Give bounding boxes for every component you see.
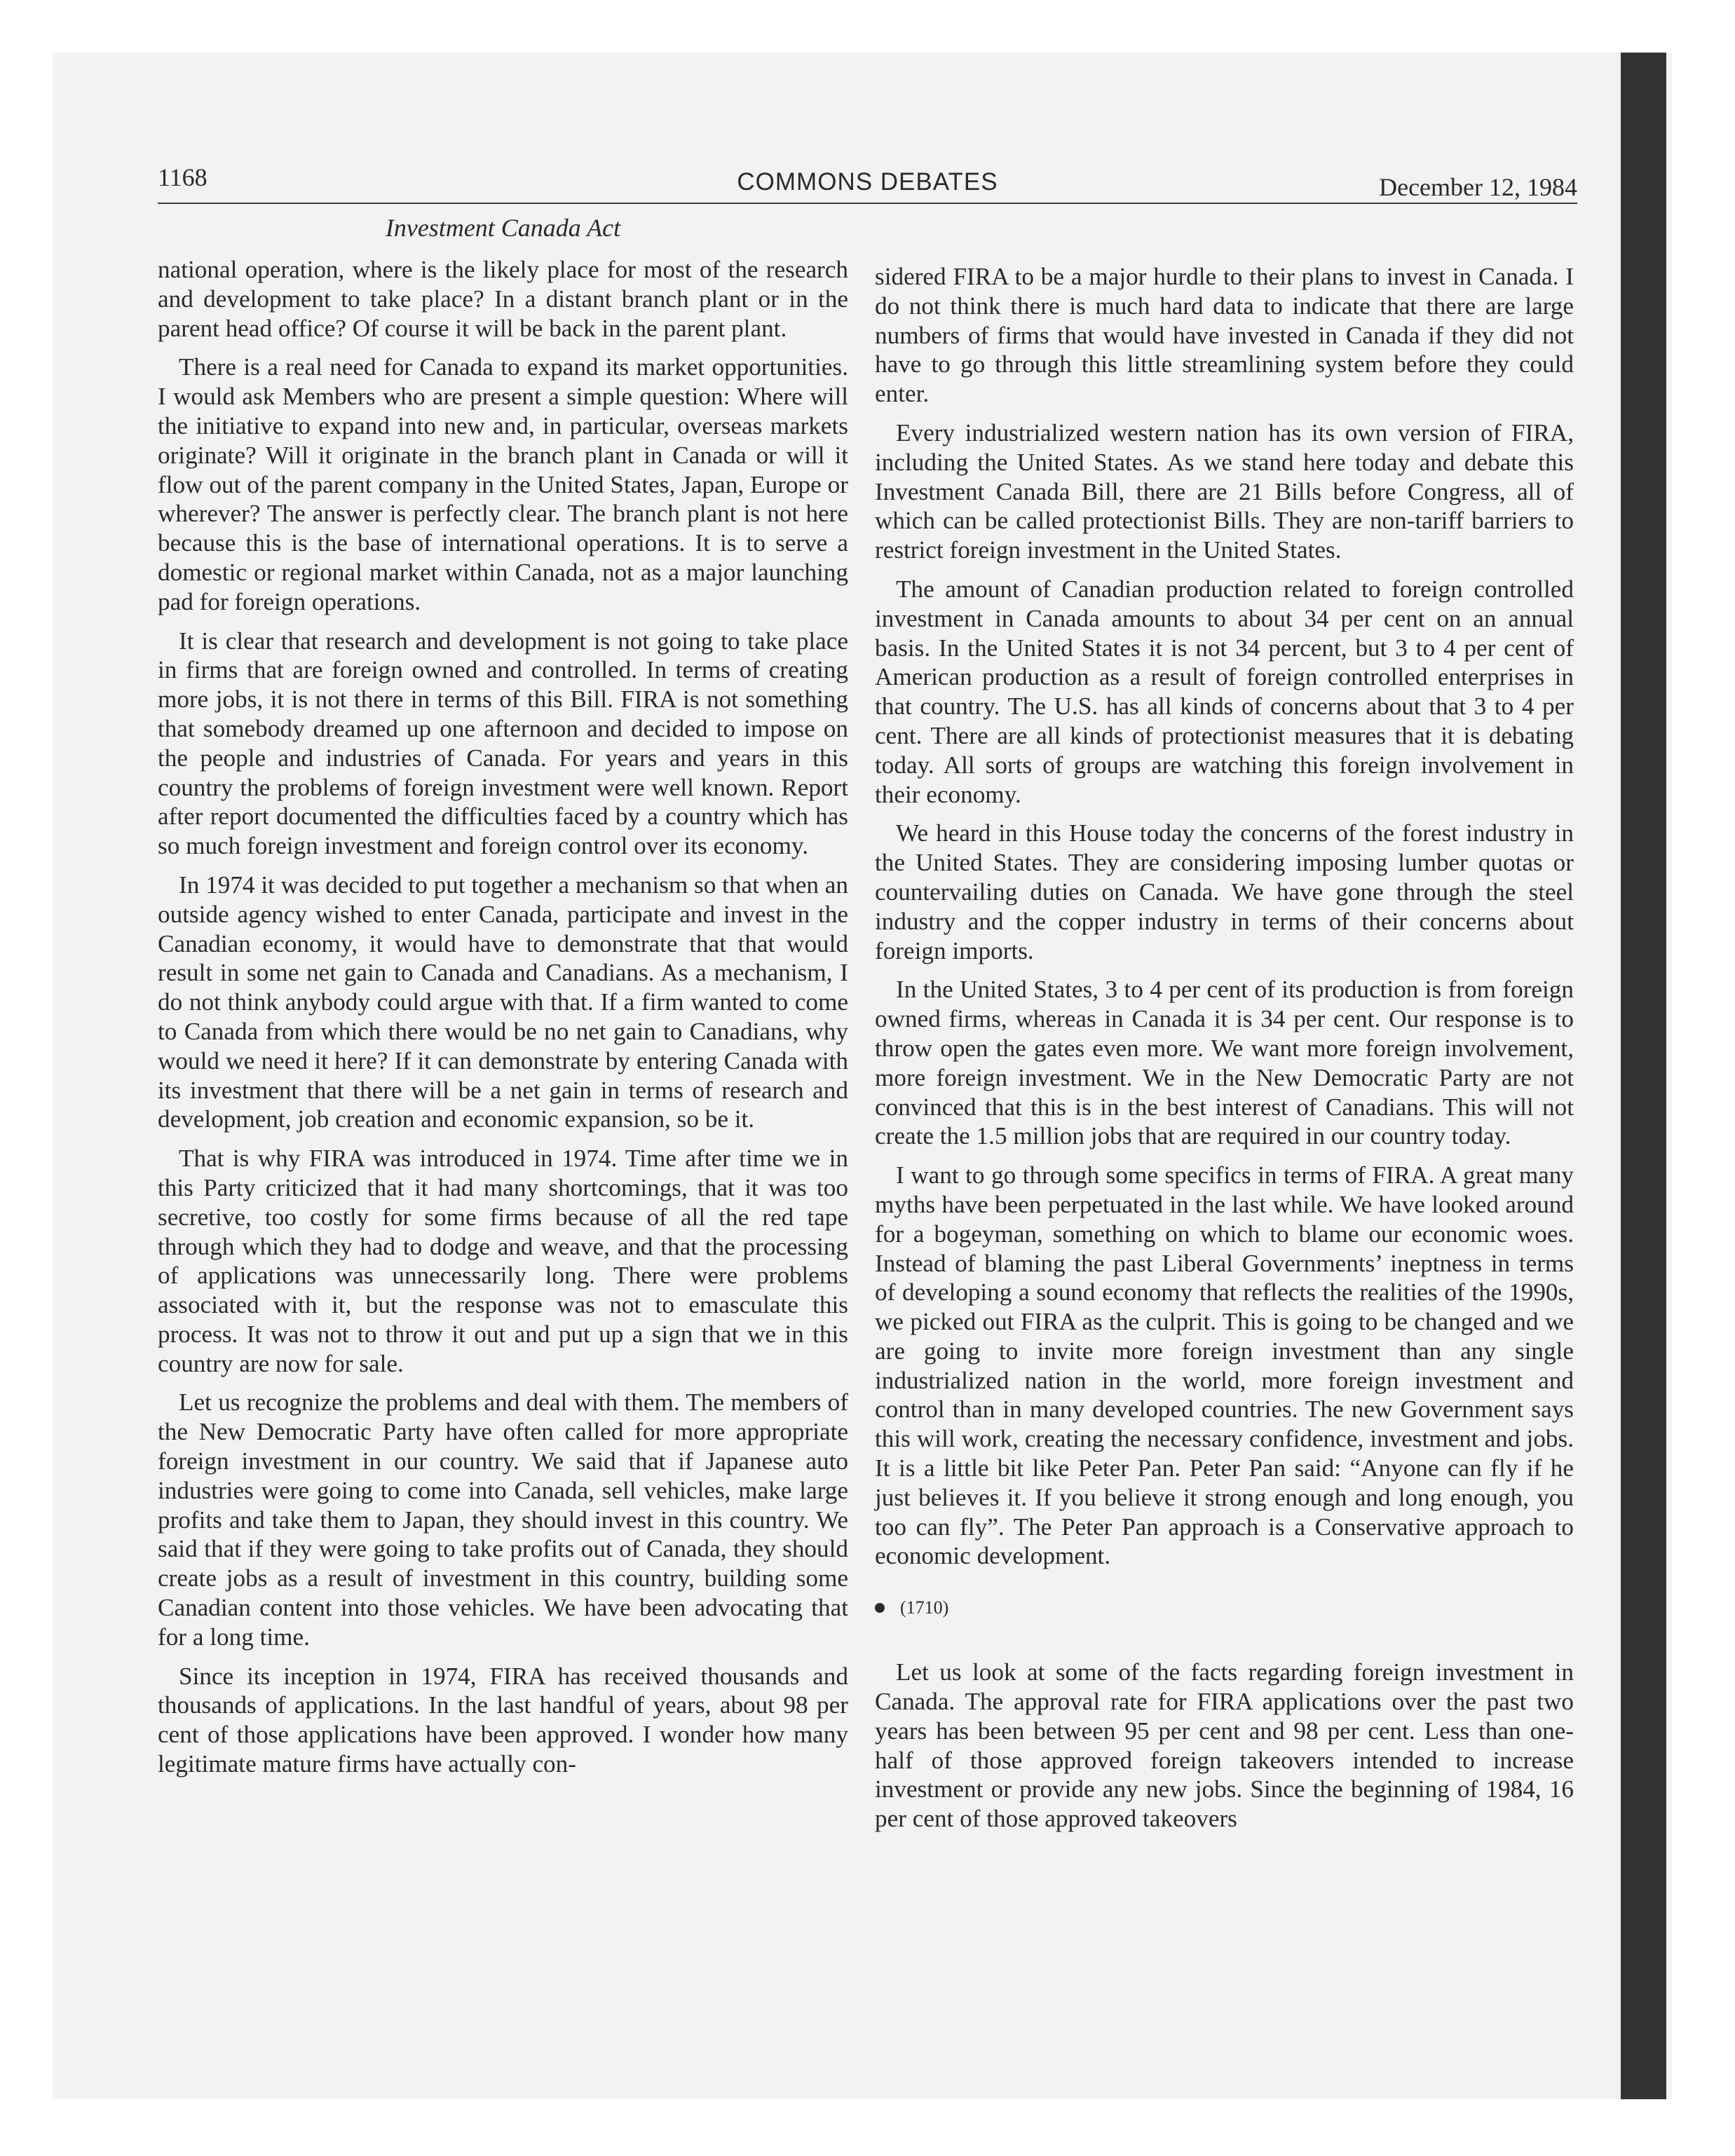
paragraph: I want to go through some specifics in terms of FIRA. A great many myths have been perpetuated in the last while. We have looked around for a bogeyman, something on which to blame our economic woes. Instead of blaming the past Liberal Governments’ ineptness in terms of developing a sound economy that reflects the realities of the 1990s, we picked out FIRA as the culprit. This is going to be changed and we are going to invite more foreign investment than any single industrialized nation in the world, more foreign investment and control than in many developed countries. The new Government says this will work, creating the necessary confidence, investment and jobs. It is a little bit like Peter Pan. Peter Pan said: “Anyone can fly if he just believes it. If you believe it strong enough and long enough, you too can fly”. The Peter Pan approach is a Conservative approach to economic development.: [875, 1161, 1574, 1570]
paragraph: In the United States, 3 to 4 per cent of its production is from foreign owned firms, whereas in Canada it is 34 per cent. Our response is to throw open the gates even more. We want more foreign involvement, more foreign investment. We in the New Democratic Party are not convinced that this is in the best interest of Canadians. This will not create the 1.5 million jobs that are required in our country today.: [875, 976, 1574, 1150]
paragraph: That is why FIRA was introduced in 1974. Time after time we in this Party criticized that it had many shortcomings, that it was too secretive, too costly for some firms because of all the red tape through which they had to dodge and weave, and that the processing of applications was unnecessarily long. There were problems associated with it, but the response was not to emasculate this process. It was not to throw it out and put up a sign that we in this country are now for sale.: [158, 1145, 848, 1377]
publication-title: COMMONS DEBATES: [737, 168, 998, 196]
time-marker: [875, 1597, 1574, 1618]
paragraph: It is clear that research and development is not going to take place in firms that are foreign owned and controlled. In terms of creating more jobs, it is not there in terms of this Bill. FIRA is not something that somebody dreamed up one afternoon and decided to impose on the people and industries of Canada. For years and years in this country the problems of foreign investment were well known. Report after report documented the difficulties faced by a country which has so much foreign investment and foreign control over its economy.: [158, 627, 848, 860]
paragraph: Every industrialized western nation has its own version of FIRA, including the United States. As we stand here today and debate this Investment Canada Bill, there are 21 Bills before Congress, all of which can be called protectionist Bills. They are non-tariff barriers to restrict foreign investment in the United States.: [875, 418, 1574, 564]
paragraph: There is a real need for Canada to expand its market opportunities. I would ask Members who are present a simple question: Where will the initiative to expand into new and, in particular, overseas markets originate? Will it originate in the branch plant in Canada or will it flow out of the parent company in the United States, Japan, Europe or wherever? The answer is perfectly clear. The branch plant is not here because this is the base of international operations. It is to serve a domestic or regional market within Canada, not as a major launching pad for foreign operations.: [158, 353, 848, 615]
time-marker-label: (1710): [900, 1597, 949, 1618]
page-number: 1168: [158, 163, 207, 191]
paragraph: In 1974 it was decided to put together a mechanism so that when an outside agency wished to enter Canada, participate and invest in the Canadian economy, it would have to demonstrate that that would result in some net gain to Canada and Canadians. As a mechanism, I do not think anybody could argue with that. If a firm wanted to come to Canada from which there would be no net gain to Canadians, why would we need it here? If it can demonstrate by entering Canada with its investment that there will be a net gain in terms of research and development, job creation and economic expansion, so be it.: [158, 871, 848, 1133]
left-column: [158, 255, 848, 1789]
paragraph: national operation, where is the likely place for most of the research and development to take place? In a distant branch plant or in the parent head office? Of course it will be back in the parent plant.: [158, 256, 848, 342]
paragraph: Since its inception in 1974, FIRA has received thousands and thousands of applications. In the last handful of years, about 98 per cent of those applications have been approved. I wonder how many legitimate mature firms have actually con-: [158, 1662, 848, 1778]
page-header: [158, 157, 1577, 200]
paragraph: We heard in this House today the concerns of the forest industry in the United States. They are considering imposing lumber quotas or countervailing duties on Canada. We have gone through the steel industry and the copper industry in terms of their concerns about foreign imports.: [875, 819, 1574, 964]
publication-date: December 12, 1984: [1379, 173, 1577, 201]
paragraph: The amount of Canadian production related to foreign controlled investment in Canada amounts to about 34 per cent on an annual basis. In the United States it is not 34 percent, but 3 to 4 per cent of American production as a result of foreign controlled enterprises in that country. The U.S. has all kinds of concerns about that 3 to 4 per cent. There are all kinds of protectionist measures that it is debating today. All sorts of groups are watching this foreign involvement in their economy.: [875, 575, 1574, 808]
binding-edge: [1621, 53, 1666, 2099]
paragraph: sidered FIRA to be a major hurdle to their plans to invest in Canada. I do not think there is much hard data to indicate that there are large numbers of firms that would have invested in Canada if they did not have to go through this little streamlining system before they could enter.: [875, 263, 1574, 408]
right-column: [875, 262, 1574, 1843]
section-title: Investment Canada Act: [385, 214, 621, 242]
paragraph: Let us recognize the problems and deal with them. The members of the New Democratic Party have often called for more appropriate foreign investment in our country. We said that if Japanese auto industries were going to come into Canada, sell vehicles, make large profits and take them to Japan, they should invest in this country. We said that if they were going to take profits out of Canada, they should create jobs as a result of investment in this country, building some Canadian content into those vehicles. We have been advocating that for a long time.: [158, 1389, 848, 1651]
bullet-dot-icon: [875, 1603, 885, 1613]
paragraph: Let us look at some of the facts regarding foreign investment in Canada. The approval rate for FIRA applications over the past two years has been between 95 per cent and 98 per cent. Less than one-half of those approved foreign takeovers intended to increase investment or provide any new jobs. Since the beginning of 1984, 16 per cent of those approved takeovers: [875, 1658, 1574, 1833]
header-rule: [158, 203, 1577, 204]
